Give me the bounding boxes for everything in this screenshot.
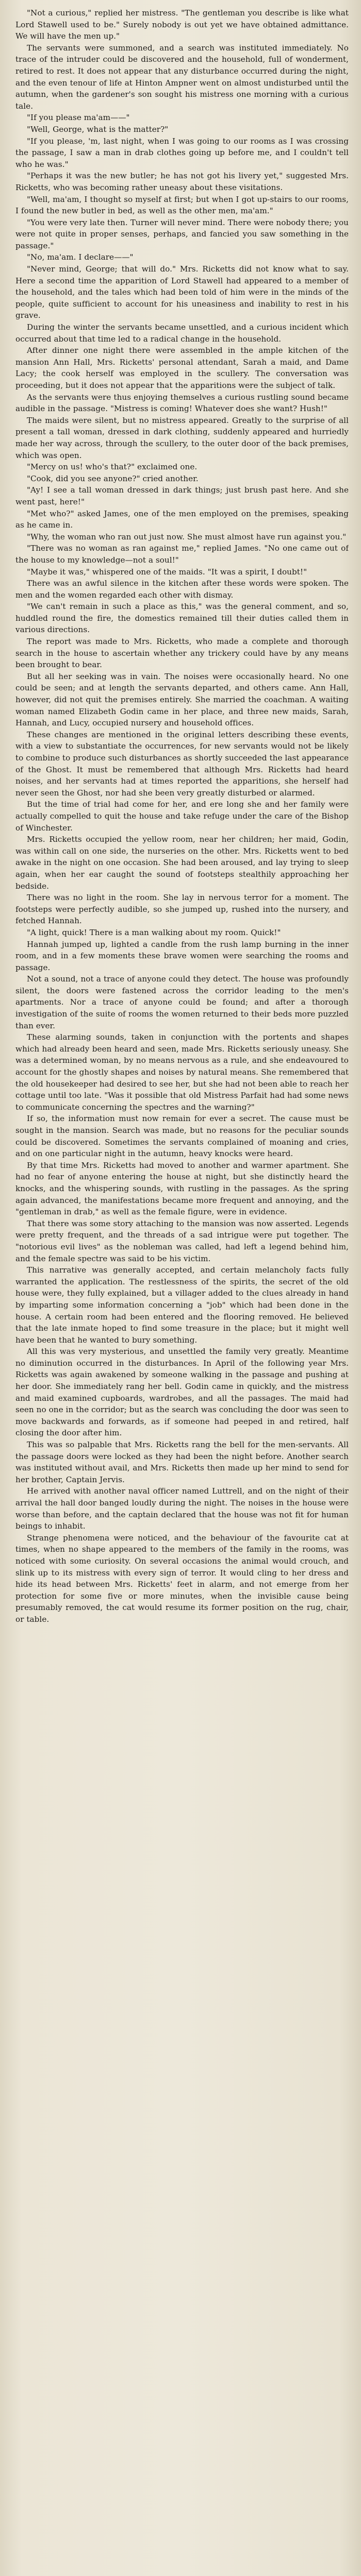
paragraph: There was an awful silence in the kitchen after these words were spoken. The men and the women regarded each other with dismay.: [15, 579, 349, 600]
paragraph: "A light, quick! There is a man walking about my room. Quick!": [27, 927, 281, 937]
paragraph: "There was no woman as ran against me," replied James. "No one came out of the house to my knowledge—not a soul!": [15, 544, 349, 565]
paragraph: He arrived with another naval officer named Luttrell, and on the night of their arrival the hall door banged loudly during the night. The noises in the house were worse than before, and the captain declared that the house was not fit for human beings to inhabit.: [15, 1486, 349, 1531]
paragraph: "We can't remain in such a place as this," was the general comment, and so, huddled round the fire, the domestics remained till their duties called them in various directions.: [15, 602, 349, 635]
paragraph: Not a sound, not a trace of anyone could they detect. The house was profoundly silent, the doors were fastened across the corridor leading to the men's apartments. Nor a trace of anyone could be found; and after a thorough investigation of the suite of rooms the women returned to their beds more puzzled than ever.: [15, 974, 349, 1030]
paragraph: There was no light in the room. She lay in nervous terror for a moment. The footsteps were perfectly audible, so she jumped up, rushed into the nursery, and fetched Hannah.: [15, 893, 349, 926]
paragraph: During the winter the servants became unsettled, and a curious incident which occurred about that time led to a radical change in the household.: [15, 323, 349, 344]
paragraph: "Not a curious," replied her mistress. "The gentleman you describe is like what Lord Stawell used to be." Surely nobody is out yet we have obtained admittance. We will have the men up.": [15, 8, 349, 41]
paragraph: Mrs. Ricketts occupied the yellow room, near her children; her maid, Godin, was within call on one side, the nurseries on the other. Mrs. Ricketts went to bed awake in the night on one occasion. She had been aroused, and lay trying to sleep again, when her ear caught the sound of footsteps stealthily approaching her bedside.: [15, 835, 349, 891]
paragraph: These alarming sounds, taken in conjunction with the portents and shapes which had already been heard and seen, made Mrs. Ricketts seriously uneasy. She was a determined woman, by no means nervous as a rule, and she endeavoured to account for the ghostly shapes and noises by natural means. She remembered that the old housekeeper had desired to see her, but she had not been able to reach her cottage until too late. "Was it possible that old Mistress Parfait had had some news to communicate concerning the spectres and the warning?": [15, 1032, 349, 1112]
paragraph: "You were very late then. Turner will never mind. There were nobody there; you were not quite in proper senses, perhaps, and fancied you saw something in the passage.": [15, 217, 349, 250]
paragraph: "Maybe it was," whispered one of the maids. "It was a spirit, I doubt!": [27, 567, 307, 577]
paragraph: "Cook, did you see anyone?" cried another.: [27, 473, 199, 483]
paragraph: "Well, ma'am, I thought so myself at first; but when I got up-stairs to our rooms, I found the new butler in bed, as well as the other men, ma'am.": [15, 194, 349, 216]
paragraph: Strange phenomena were noticed, and the behaviour of the favourite cat at times, when no shape appeared to the members of the family in the rooms, was noticed with some curiosity. On several occasions the animal would crouch, and slink up to its mistress with every sign of terror. It would cling to her dress and hide its head between Mrs. Ricketts' feet in alarm, and not emerge from her protection for some five or more minutes, when the invisible cause being presumably removed, the cat would resume its former position on the rug, chair, or table.: [15, 1533, 349, 1624]
paragraph: By that time Mrs. Ricketts had moved to another and warmer apartment. She had no fear of anyone entering the house at night, but she distinctly heard the knocks, and the whispering sounds, with rustling in the passages. As the spring again advanced, the manifestations became more frequent and annoying, and the "gentleman in drab," as well as the female figure, were in evidence.: [15, 1160, 349, 1217]
paragraph: "No, ma'am. I declare——": [27, 252, 134, 262]
paragraph: But the time of trial had come for her, and ere long she and her family were actually compelled to quit the house and take refuge under the care of the Bishop of Winchester.: [15, 800, 349, 833]
paragraph: "Why, the woman who ran out just now. She must almost have run against you.": [27, 532, 347, 541]
paragraph: But all her seeking was in vain. The noises were occasionally heard. No one could be seen; and at length the servants departed, and others came. Ann Hall, however, did not quit the premises entirely. She married the coachman. A waiting woman named Elizabeth Godin came in her place, and three new maids, Sarah, Hannah, and Lucy, occupied nursery and household offices.: [15, 671, 349, 728]
paragraph: The servants were summoned, and a search was instituted immediately. No trace of the intruder could be discovered and the household, full of wonderment, retired to rest. It does not appear that any disturbance occurred during the night, and the even tenour of life at Hinton Ampner went on almost undisturbed until the autumn, when the gardener's son sought his mistress one morning with a curious tale.: [15, 43, 349, 111]
paragraph: "If you please ma'am——": [27, 113, 130, 123]
paragraph: If so, the information must now remain for ever a secret. The cause must be sought in the mansion. Search was made, but no reasons for the peculiar sounds could be discovered. Sometimes the servants complained of moaning and cries, and on one particular night in the autumn, heavy knocks were heard.: [15, 1114, 349, 1159]
paragraph: "Never mind, George; that will do." Mrs. Ricketts did not know what to say. Here a second time the apparition of Lord Stawell had appeared to a member of the household, and the tales which had been told of him were in the minds of the people, quite sufficient to account for his uneasiness and inability to rest in his grave.: [15, 264, 349, 320]
paragraph: "Ay! I see a tall woman dressed in dark things; just brush past here. And she went past, here!": [15, 485, 349, 506]
article-column: [15, 7, 349, 2576]
paragraph: "Perhaps it was the new butler; he has not got his livery yet," suggested Mrs. Ricketts, who was becoming rather uneasy about these visitations.: [15, 171, 349, 192]
paragraph: This narrative was generally accepted, and certain melancholy facts fully warranted the application. The restlessness of the spirits, the secret of the old house were, they fully explained, but a villager added to the clues already in hand by imparting some information concerning a "job" which had been done in the house. A certain room had been entered and the flooring removed. He believed that the late inmate hoped to find some treasure in the place; but it might well have been that he wanted to bury something.: [15, 1265, 349, 1345]
paragraph: "If you please, 'm, last night, when I was going to our rooms as I was crossing the passage, I saw a man in drab clothes going up before me, and I couldn't tell who he was.": [15, 136, 349, 169]
paragraph: Hannah jumped up, lighted a candle from the rush lamp burning in the inner room, and in a few moments these brave women were searching the rooms and passage.: [15, 939, 349, 972]
paragraph: "Well, George, what is the matter?": [27, 124, 169, 134]
paragraph: "Met who?" asked James, one of the men employed on the premises, speaking as he came in.: [15, 509, 349, 530]
paragraph: These changes are mentioned in the original letters describing these events, with a view to substantiate the occurrences, for new servants would not be likely to combine to produce such disturbances as shortly succeeded the last appearance of the Ghost. It must be remembered that although Mrs. Ricketts had heard noises, and her servants had at times reported the apparitions, she herself had never seen the Ghost, nor had she been very greatly disturbed or alarmed.: [15, 730, 349, 798]
paragraph: That there was some story attaching to the mansion was now asserted. Legends were pretty frequent, and the threads of a sad intrigue were put together. The "notorious evil lives" as the nobleman was called, had left a legend behind him, and the female spectre was said to be his victim.: [15, 1218, 349, 1263]
paragraph: As the servants were thus enjoying themselves a curious rustling sound became audible in the passage. "Mistress is coming! Whatever does she want? Hush!": [15, 392, 349, 414]
paragraph: The maids were silent, but no mistress appeared. Greatly to the surprise of all present a tall woman, dressed in dark clothing, suddenly appeared and hurriedly made her way across, through the scullery, to the outer door of the back premises, which was open.: [15, 415, 349, 460]
paragraph: After dinner one night there were assembled in the ample kitchen of the mansion Ann Hall, Mrs. Ricketts' personal attendant, Sarah a maid, and Dame Lacy; the cook herself was employed in the scullery. The conversation was proceeding, but it does not appear that the apparitions were the subject of talk.: [15, 346, 349, 390]
paragraph: This was so palpable that Mrs. Ricketts rang the bell for the men-servants. All the passage doors were locked as they had been the night before. Another search was instituted without avail, and Mrs. Ricketts then made up her mind to send for her brother, Captain Jervis.: [15, 1440, 349, 1484]
paragraph: "Mercy on us! who's that?" exclaimed one.: [27, 462, 198, 472]
paragraph: The report was made to Mrs. Ricketts, who made a complete and thorough search in the house to ascertain whether any trickery could have by any means been brought to bear.: [15, 637, 349, 670]
paragraph: All this was very mysterious, and unsettled the family very greatly. Meantime no diminution occurred in the disturbances. In April of the following year Mrs. Ricketts was again awakened by someone walking in the passage and pushing at her door. She immediately rang her bell. Godin came in quickly, and the mistress and maid examined cupboards, wardrobes, and all the passages. The maid had seen no one in the corridor; but as the search was concluding the door was seen to move backwards and forwards, as if someone had peeped in and retired, half closing the door after him.: [15, 1347, 349, 1438]
